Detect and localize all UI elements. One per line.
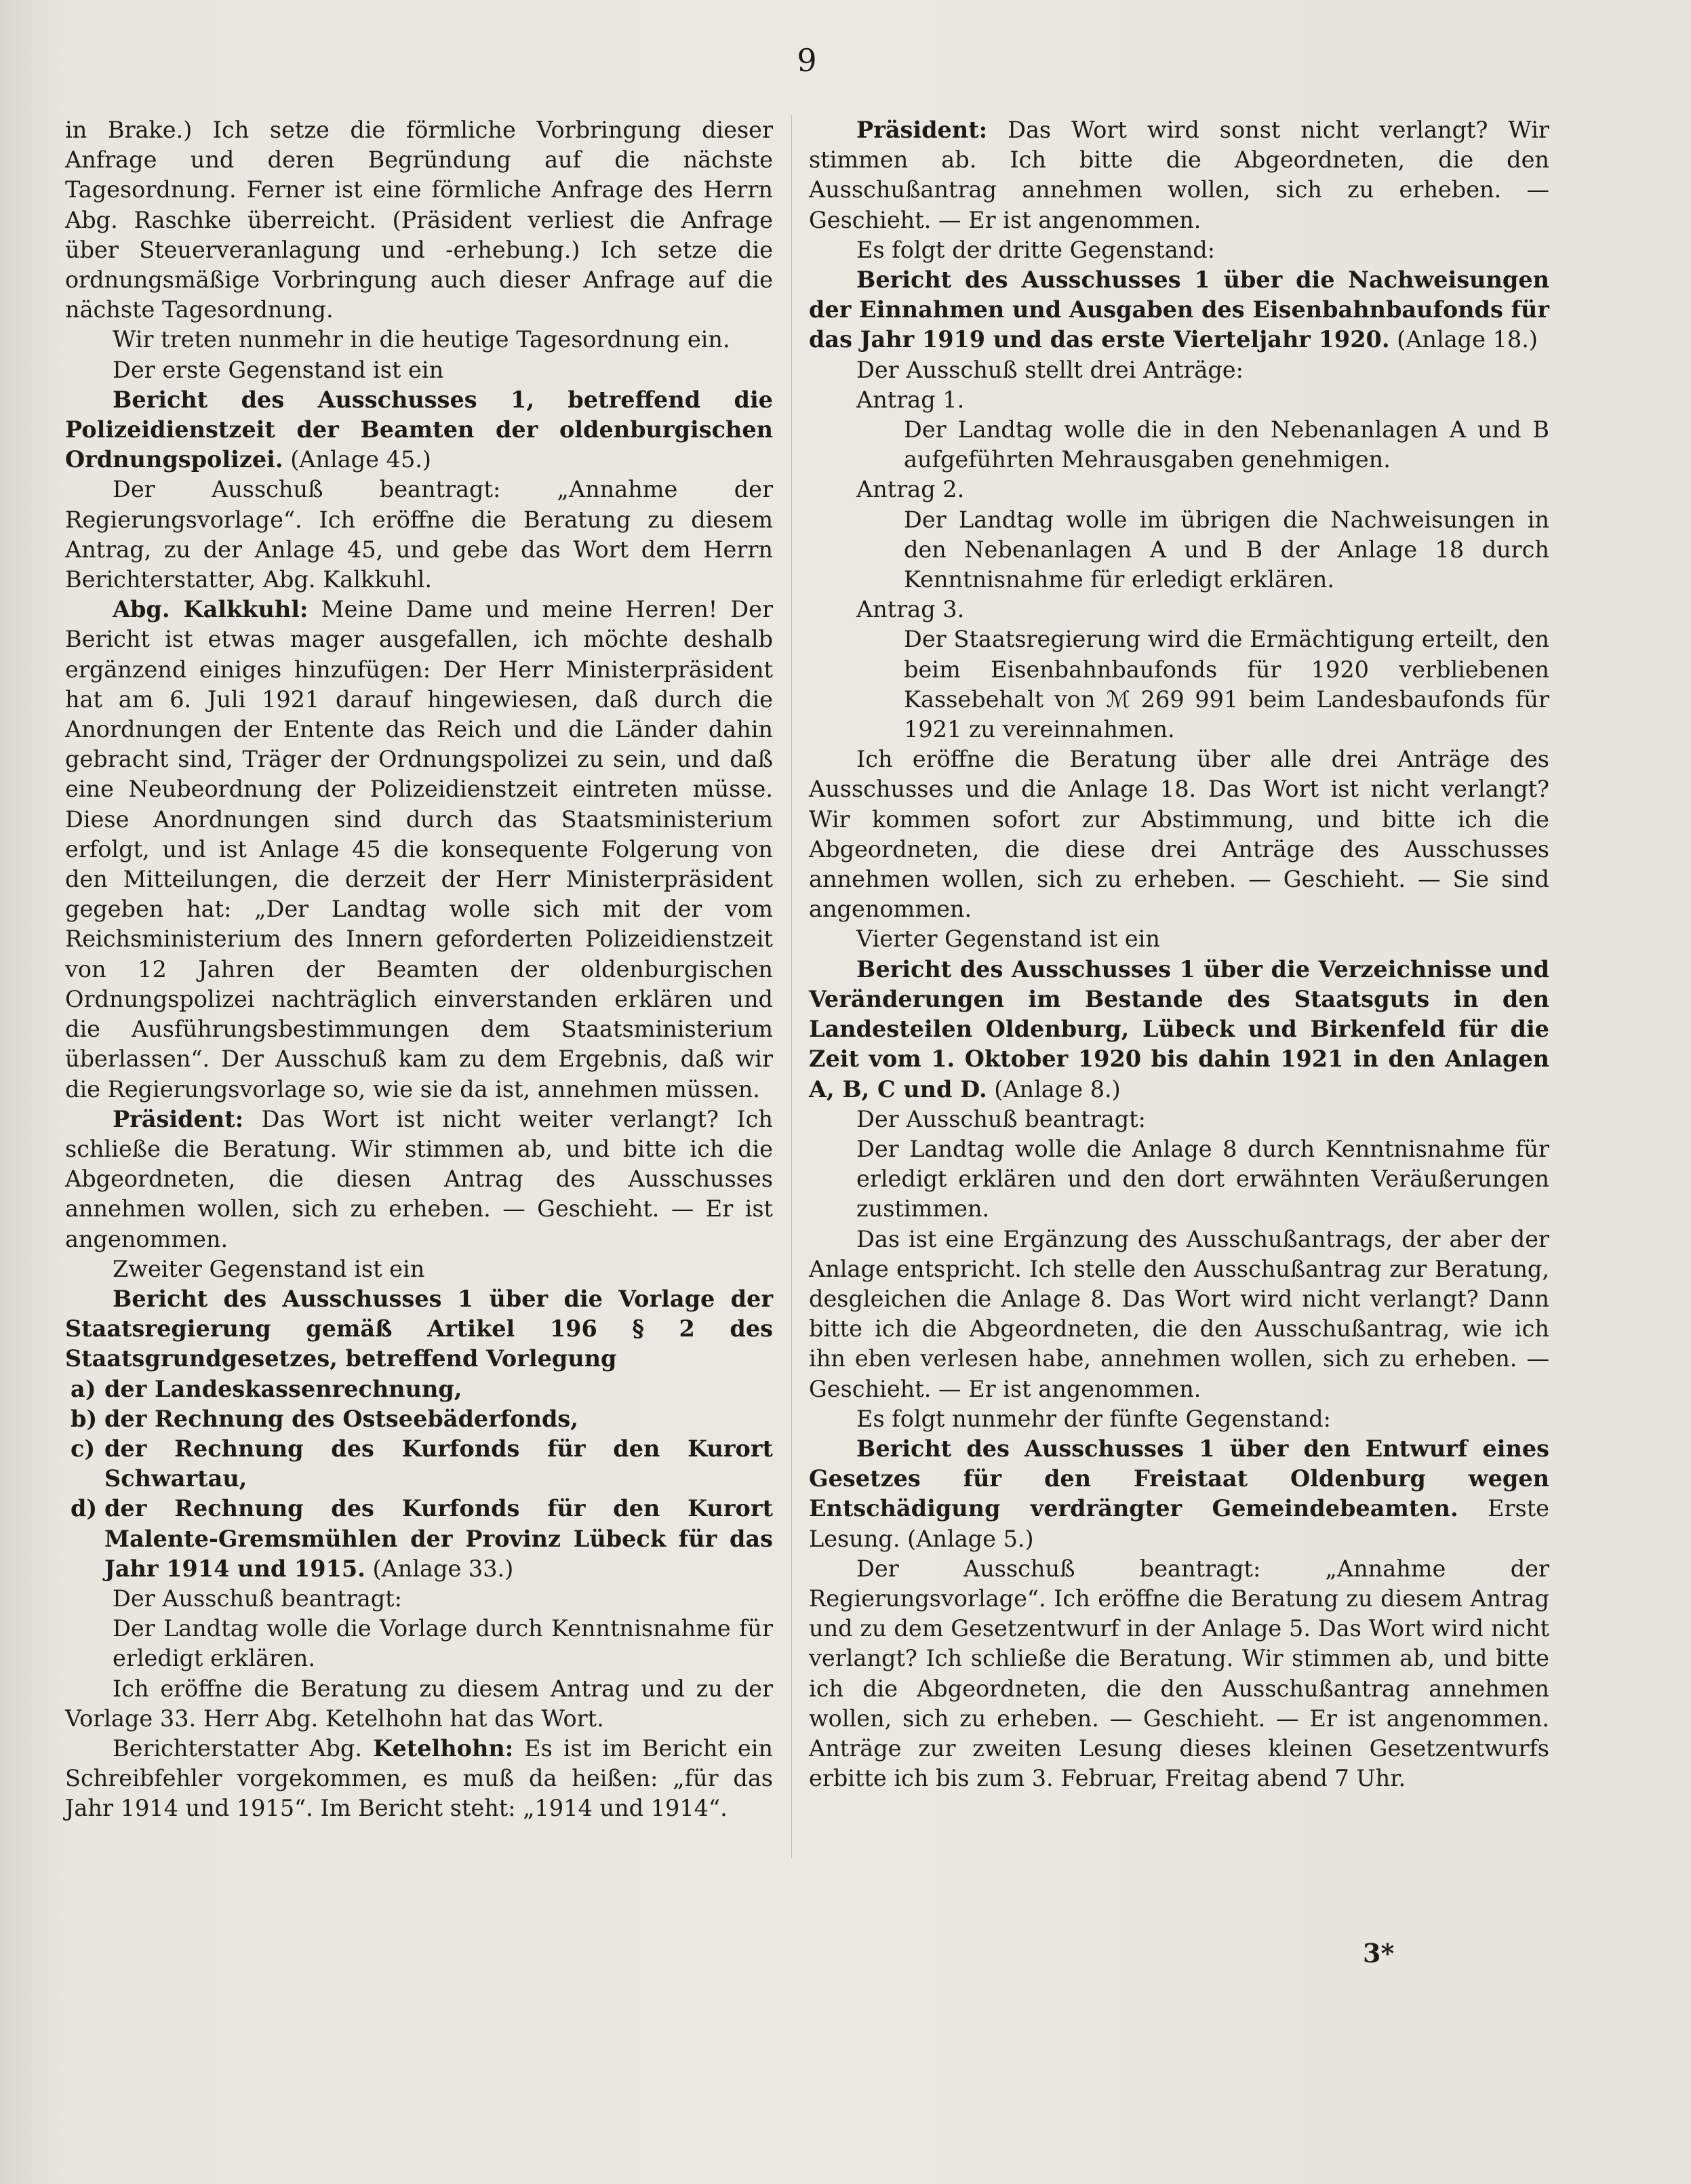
list-item <box>71 1434 773 1494</box>
list-item <box>71 1404 773 1434</box>
annex-reference: (Anlage 18.) <box>1389 326 1538 353</box>
speech-paragraph <box>65 595 773 1104</box>
paragraph: Ich eröffne die Beratung über alle drei Anträge des Ausschusses und die Anlage 18. Das Wort ist nicht verlangt? Wir kommen sofort zur Abstimmung, und bitte ich die Abgeordneten, die diese drei Anträge des Ausschusses annehmen wollen, sich zu erheben. — Geschieht. — Sie sind angenommen. <box>809 746 1549 923</box>
right-column <box>809 115 1549 1793</box>
list-text: der Landeskassenrechnung, <box>104 1375 462 1402</box>
paragraph: Der erste Gegenstand ist ein <box>113 356 444 383</box>
annex-reference: (Anlage 45.) <box>283 446 431 473</box>
speaker-name: Ketelhohn: <box>373 1734 514 1762</box>
paragraph: Der Ausschuß beantragt: „Annahme der Regierungsvorlage“. Ich eröffne die Beratung zu diesem Antrag und zu dem Gesetzentwurf in der Anlage 5. Das Wort wird nicht verlangt? Ich schließe die Beratung. Wir stimmen ab, und bitte ich die Abgeordneten, die den Ausschußantrag annehmen wollen, sich zu erheben. — Geschieht. — Er ist angenommen. Anträge zur zweiten Lesung dieses kleinen Gesetzentwurfs erbitte ich bis zum 3. Februar, Freitag abend 7 Uhr. <box>809 1555 1549 1792</box>
paragraph: Es folgt der dritte Gegenstand: <box>856 236 1215 263</box>
agenda-item-heading <box>809 265 1549 355</box>
list-marker: d) <box>71 1495 98 1522</box>
speaker-name: Abg. Kalkkuhl: <box>113 596 309 623</box>
paragraph: in Brake.) Ich setze die förmliche Vorbringung dieser Anfrage und deren Begründung auf die nächste Tagesordnung. Ferner ist eine förmliche Anfrage des Herrn Abg. Raschke überreicht. (Präsident verliest die Anfrage über Steuerveranlagung und -erhebung.) Ich setze die ordnungsmäßige Vorbringung auch dieser Anfrage auf die nächste Tagesordnung. <box>65 117 773 323</box>
page-number: 9 <box>797 42 817 79</box>
list-text: der Rechnung des Kurfonds für den Kurort Schwartau, <box>104 1435 773 1492</box>
printer-signature-mark: 3* <box>1363 1938 1395 1968</box>
agenda-item-title: Bericht des Ausschusses 1 über die Vorlage der Staatsregierung gemäß Artikel 196 § 2 des Staatsgrundgesetzes, betreffend Vorlegung <box>65 1285 773 1372</box>
agenda-item-title: Bericht des Ausschusses 1 über die Nachweisungen der Einnahmen und Ausgaben des Eisenbahnbaufonds für das Jahr 1919 und das erste Vierteljahr 1920. <box>809 266 1549 353</box>
speech-paragraph <box>65 1105 773 1254</box>
motion-text: Der Landtag wolle die in den Nebenanlagen A und B aufgeführten Mehrausgaben genehmigen. <box>904 416 1549 473</box>
speaker-name: Präsident: <box>113 1105 244 1132</box>
paragraph: Das ist eine Ergänzung des Ausschußantrags, der aber der Anlage entspricht. Ich stelle den Ausschußantrag zur Beratung, desgleichen die Anlage 8. Das Wort wird nicht verlangt? Dann bitte ich die Abgeordneten, die den Ausschußantrag, wie ich ihn eben verlesen habe, annehmen wollen, sich zu erheben. — Geschieht. — Er ist angenommen. <box>809 1225 1549 1402</box>
paragraph: Der Ausschuß stellt drei Anträge: <box>856 356 1244 383</box>
paragraph: Ich eröffne die Beratung zu diesem Antrag und zu der Vorlage 33. Herr Abg. Ketelhohn hat das Wort. <box>65 1675 773 1732</box>
speech-paragraph <box>809 115 1549 235</box>
paragraph: Zweiter Gegenstand ist ein <box>113 1255 425 1282</box>
list-text: der Rechnung des Ostseebäderfonds, <box>104 1405 578 1432</box>
list-text <box>104 1494 773 1584</box>
motion-text: Der Landtag wolle die Anlage 8 durch Kenntnisnahme für erledigt erklären und den dort erwähnten Veräußerungen zustimmen. <box>856 1135 1549 1223</box>
motion-text: Der Landtag wolle im übrigen die Nachweisungen in den Nebenanlagen A und B der Anlage 18 durch Kenntnisnahme für erledigt erklären. <box>904 506 1549 593</box>
agenda-item-title: Bericht des Ausschusses 1 über den Entwurf eines Gesetzes für den Freistaat Oldenburg wegen Entschädigung verdrängter Gemeindebeamten. <box>809 1435 1549 1522</box>
left-column <box>65 115 773 1824</box>
column-divider <box>791 115 792 1858</box>
paragraph: Es folgt nunmehr der fünfte Gegenstand: <box>856 1405 1331 1432</box>
annex-reference: (Anlage 8.) <box>987 1075 1121 1103</box>
list-text-bold: der Rechnung des Kurfonds für den Kurort Malente-Gremsmühlen der Provinz Lübeck für das Jahr 1914 und 1915. <box>104 1495 773 1582</box>
motion-label: Antrag 2. <box>856 476 965 503</box>
list-item <box>71 1374 773 1404</box>
paragraph: Der Ausschuß beantragt: <box>113 1585 402 1612</box>
agenda-item-heading <box>809 1434 1549 1554</box>
paragraph: Der Ausschuß beantragt: „Annahme der Regierungsvorlage“. Ich eröffne die Beratung zu diesem Antrag, zu der Anlage 45, und gebe das Wort dem Herrn Berichterstatter, Abg. Kalkkuhl. <box>65 476 773 593</box>
list-marker: a) <box>71 1375 96 1402</box>
list-marker: c) <box>71 1435 96 1462</box>
paragraph: Der Ausschuß beantragt: <box>856 1105 1146 1132</box>
annex-reference: (Anlage 33.) <box>365 1555 514 1582</box>
paragraph: Wir treten nunmehr in die heutige Tagesordnung ein. <box>113 326 730 353</box>
motion-label: Antrag 1. <box>856 386 965 413</box>
agenda-item-title: Bericht des Ausschusses 1, betreffend die Polizeidienstzeit der Beamten der oldenburgischen Ordnungspolizei. <box>65 386 773 473</box>
item-list <box>65 1374 773 1584</box>
speech-text: Es ist im Bericht ein Schreibfehler vorgekommen, es muß da heißen: „für das Jahr 1914 und 1915“. Im Bericht steht: „1914 und 1914“. <box>65 1734 773 1822</box>
speaker-role: Berichterstatter Abg. <box>113 1734 374 1762</box>
motion-label: Antrag 3. <box>856 596 965 623</box>
agenda-item-note: Erste Lesung. (Anlage 5.) <box>809 1495 1549 1552</box>
speech-paragraph <box>65 1734 773 1824</box>
motion-text: Der Landtag wolle die Vorlage durch Kenntnisnahme für erledigt erklären. <box>113 1615 773 1672</box>
list-item <box>71 1494 773 1584</box>
speech-text: Das Wort wird sonst nicht verlangt? Wir stimmen ab. Ich bitte die Abgeordneten, die den Ausschußantrag annehmen wollen, sich zu erheben. — Geschieht. — Er ist angenommen. <box>809 117 1549 233</box>
speech-text: Das Wort ist nicht weiter verlangt? Ich schließe die Beratung. Wir stimmen ab, und bitte ich die Abgeordneten, die diesen Antrag des Ausschusses annehmen wollen, sich zu erheben. — Geschieht. — Er ist angenommen. <box>65 1105 773 1252</box>
agenda-item-heading <box>65 385 773 475</box>
speaker-name: Präsident: <box>856 117 988 143</box>
agenda-item-title: Bericht des Ausschusses 1 über die Verzeichnisse und Veränderungen im Bestande des Staatsguts in den Landesteilen Oldenburg, Lübeck und Birkenfeld für die Zeit vom 1. Oktober 1920 bis dahin 1921 in den Anlagen A, B, C und D. <box>809 955 1549 1103</box>
paragraph: Vierter Gegenstand ist ein <box>856 926 1160 953</box>
list-marker: b) <box>71 1405 98 1432</box>
agenda-item-heading <box>809 955 1549 1105</box>
motion-text: Der Staatsregierung wird die Ermächtigung erteilt, den beim Eisenbahnbaufonds für 1920 verbliebenen Kassebehalt von ℳ 269 991 beim Landesbaufonds für 1921 zu vereinnahmen. <box>904 626 1549 743</box>
speech-text: Meine Dame und meine Herren! Der Bericht ist etwas mager ausgefallen, ich möchte deshalb ergänzend einiges hinzufügen: Der Herr Ministerpräsident hat am 6. Juli 1921 darauf hingewiesen, daß durch die Anordnungen der Entente das Reich und die Länder dahin gebracht sind, Träger der Ordnungspolizei zu sein, und daß eine Neubeordnung der Polizeidienstzeit eintreten müsse. Diese Anordnungen sind durch das Staatsministerium erfolgt, und ist Anlage 45 die konsequente Folgerung von den Mitteilungen, die derzeit der Herr Ministerpräsident gegeben hat: „Der Landtag wolle sich mit der vom Reichsministerium des Innern geforderten Polizeidienstzeit von 12 Jahren der Beamten der oldenburgischen Ordnungspolizei nachträglich einverstanden erklären und die Ausführungsbestimmungen dem Staatsministerium überlassen“. Der Ausschuß kam zu dem Ergebnis, daß wir die Regierungsvorlage so, wie sie da ist, annehmen müssen. <box>65 596 773 1103</box>
